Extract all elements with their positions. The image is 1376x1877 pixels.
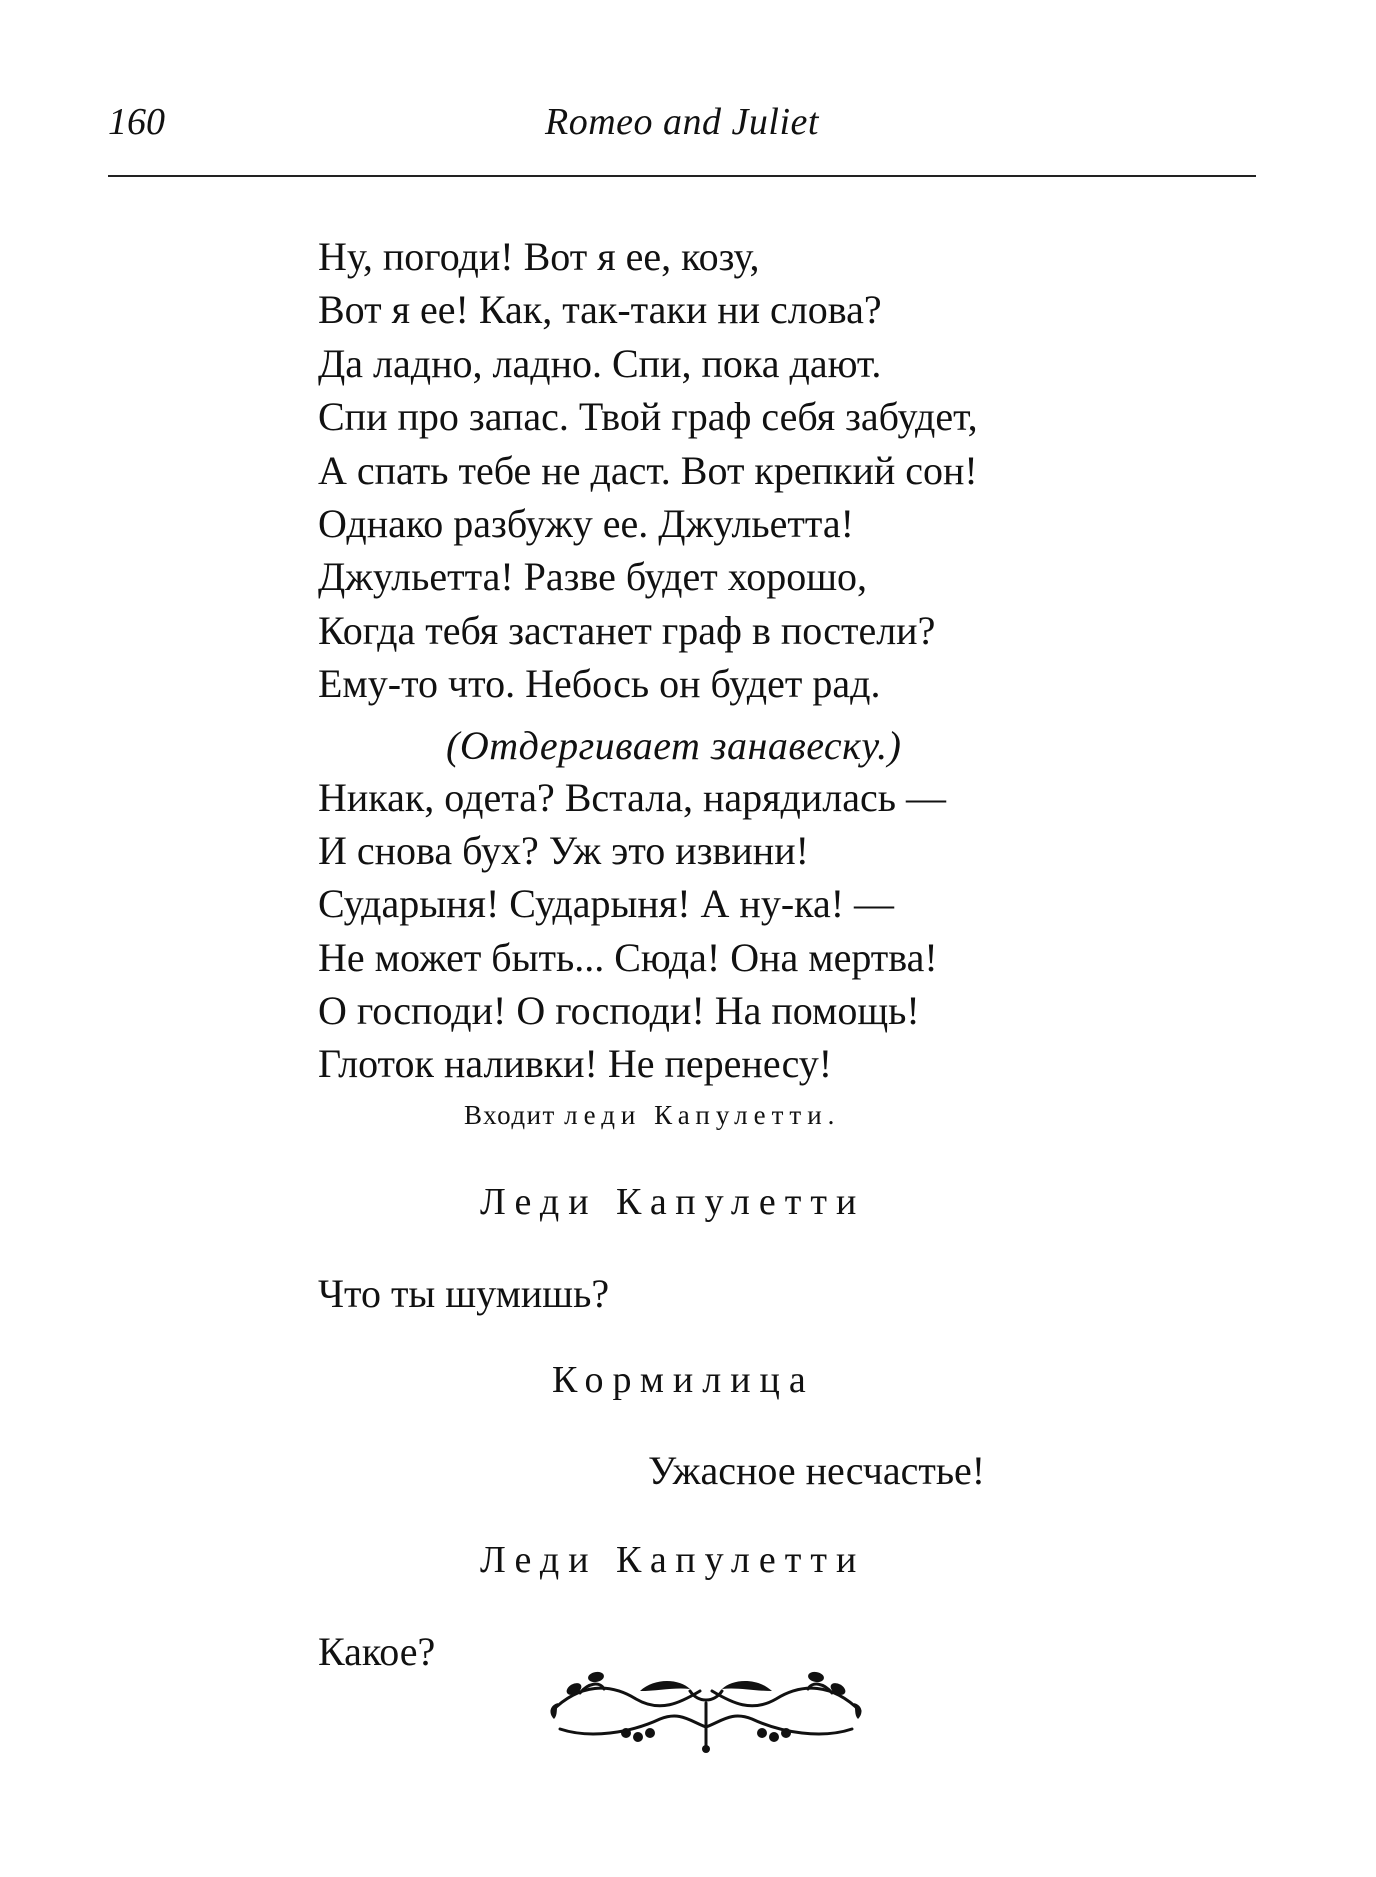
dialogue-line: Ужасное несчастье!	[648, 1448, 986, 1493]
speaker-name: Леди Капулетти	[480, 1181, 866, 1223]
verse-block-1	[318, 230, 1138, 711]
stage-direction: (Отдергивает занавеску.)	[446, 722, 902, 768]
verse-line: Не может быть... Сюда! Она мертва!	[318, 934, 938, 980]
dialogue-line: Какое?	[318, 1629, 436, 1674]
verse-line: Да ладно, ладно. Спи, пока дают.	[318, 340, 882, 386]
verse-block-2	[318, 771, 1138, 1091]
verse-line: Ему-то что. Небось он будет рад.	[318, 661, 881, 707]
floral-vignette-ornament-icon	[540, 1663, 872, 1753]
verse-line: Глоток наливки! Не перенесу!	[318, 1041, 833, 1087]
dialogue-line: Что ты шумишь?	[318, 1271, 610, 1316]
verse-line: Спи про запас. Твой граф себя забудет,	[318, 394, 978, 440]
verse-line: Однако разбужу ее. Джульетта!	[318, 500, 854, 546]
stage-entry-verb: Входит	[464, 1100, 556, 1130]
verse-line: А спать тебе не даст. Вот крепкий сон!	[318, 447, 978, 493]
verse-line: Никак, одета? Встала, нарядилась —	[318, 774, 946, 820]
page-number: 160	[108, 101, 165, 143]
speaker-name: Леди Капулетти	[480, 1539, 866, 1581]
stage-entry-name: леди Капулетти.	[564, 1100, 841, 1130]
page-header	[108, 100, 1256, 160]
verse-line: О господи! О господи! На помощь!	[318, 988, 920, 1034]
stage-entry	[464, 1100, 840, 1131]
verse-line: Когда тебя застанет граф в постели?	[318, 607, 936, 653]
speaker-name: Кормилица	[552, 1359, 815, 1401]
verse-line: Вот я ее! Как, так-таки ни слова?	[318, 287, 882, 333]
verse-line: Сударыня! Сударыня! А ну-ка! —	[318, 881, 895, 927]
header-rule	[108, 175, 1256, 177]
play-text	[318, 230, 1138, 1674]
verse-line: Ну, погоди! Вот я ее, козу,	[318, 234, 760, 279]
verse-line: Джульетта! Разве будет хорошо,	[318, 554, 868, 600]
running-title: Romeo and Juliet	[545, 101, 819, 143]
verse-line: И снова бух? Уж это извини!	[318, 827, 809, 873]
